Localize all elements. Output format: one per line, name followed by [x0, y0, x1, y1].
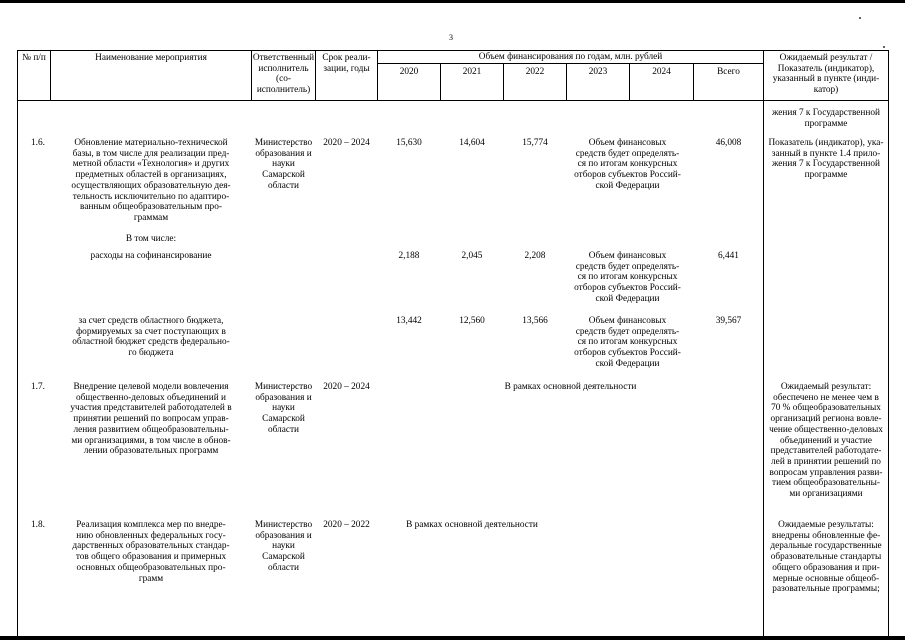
row-1-8-result: Ожидаемые результаты: внедрены обновленные фе- деральные государственные образовательные стандарты общего образования и при- мерные основные общеоб- разовательные программы;: [770, 520, 882, 595]
continuation-text: жения 7 к Государственной программе: [771, 108, 881, 129]
row-1-6-2021: 14,604: [459, 138, 485, 148]
header-executor: Ответственный исполнитель (со- исполнитель): [251, 50, 316, 101]
row-1-7-result: Ожидаемый результат: обеспечено не менее чем в 70 % общеобразовательных организаций региона вовле- чение общественно-деловых объединений и участие представителей работодате- лей в принятии решений по вопросам управления разви- тием общеобразовательны- ми организациями: [769, 382, 883, 500]
header-year-2023: 2023: [566, 63, 630, 101]
row-1-6-result: Показатель (индикатор), ука- занный в пункте 1.4 прило- жения 7 к Государственной программе: [768, 138, 884, 181]
row-1-8-name: Реализация комплекса мер по внедре- нию обновленных федеральных госу- дарственных образовательных стандар- тов общего образования и примерных основных общеобразовательных про- грамм: [72, 520, 230, 584]
cofinancing-2020: 2,188: [398, 251, 420, 261]
row-1-6-name: Обновление материально-технической базы, в том числе для реализации пред- метной области «Технология» и других предметных областей в организациях, осуществляющих образовательную дея- тельность исключительно по адаптиро- ванным общеобразовательным про- граммам: [71, 138, 231, 223]
header-funding: Объем финансирования по годам, млн. рублей: [377, 50, 764, 64]
row-1-8-term: 2020 – 2022: [323, 520, 370, 530]
row-1-6-2022: 15,774: [522, 138, 548, 148]
row-1-6-term: 2020 – 2024: [323, 138, 370, 148]
header-term: Срок реали- зации, годы: [315, 50, 378, 101]
scan-speck: [859, 17, 861, 19]
row-1-7-executor: Министерство образования и науки Самарской области: [254, 382, 313, 435]
row-1-8-funding: В рамках основной деятельности: [406, 520, 538, 530]
top-border: [0, 0, 905, 3]
header-year-2021: 2021: [440, 63, 504, 101]
regional-budget-2022: 13,566: [522, 316, 548, 326]
bottom-border: [0, 636, 905, 640]
regional-budget-2020: 13,442: [396, 316, 422, 326]
header-num: № п/п: [17, 50, 51, 101]
row-1-7-number: 1.7.: [31, 382, 45, 392]
row-1-8-executor: Министерство образования и науки Самарской области: [254, 520, 313, 573]
header-total: Всего: [693, 63, 764, 101]
including-label: В том числе:: [125, 234, 177, 244]
row-1-6-number: 1.6.: [31, 138, 45, 148]
header-year-2020: 2020: [377, 63, 441, 101]
regional-budget-total: 39,567: [715, 316, 742, 326]
page-number: 3: [449, 33, 453, 42]
regional-budget-2021: 12,560: [459, 316, 485, 326]
cofinancing-2021: 2,045: [461, 251, 483, 261]
cofinancing-total: 6,441: [718, 251, 739, 261]
row-1-6-2020: 15,630: [396, 138, 422, 148]
cofinancing-2022: 2,208: [524, 251, 546, 261]
row-1-7-term: 2020 – 2024: [323, 382, 370, 392]
cofinancing-name: расходы на софинансирование: [90, 251, 212, 261]
scan-speck: [883, 46, 885, 48]
regional-budget-name: за счет средств областного бюджета, формируемых за счет поступающих в областной бюджет средств федерально- го бюджета: [72, 316, 230, 359]
header-year-2024: 2024: [629, 63, 694, 101]
header-year-2022: 2022: [503, 63, 567, 101]
regional-budget-note: Объем финансовых средств будет определять- ся по итогам конкурсных отборов субъектов Россий- ской Федерации: [574, 316, 681, 369]
row-1-8-number: 1.8.: [31, 520, 45, 530]
row-1-6-executor: Министерство образования и науки Самарской области: [254, 138, 313, 191]
row-1-6-note: Объем финансовых средств будет определять- ся по итогам конкурсных отборов субъектов Россий- ской Федерации: [574, 138, 681, 191]
grid-line: [17, 100, 18, 636]
row-1-6-total: 46,008: [715, 138, 742, 148]
row-1-7-name: Внедрение целевой модели вовлечения общественно-деловых объединений и участия представителей работодателей в принятии решений по вопросам управ- ления развитием общеобразовательны- ми организациями, в том числе в обнов- лении образовательных программ: [70, 382, 232, 457]
cofinancing-note: Объем финансовых средств будет определять- ся по итогам конкурсных отборов субъектов Россий- ской Федерации: [574, 251, 681, 304]
header-name: Наименование мероприятия: [50, 50, 252, 101]
row-1-7-funding: В рамках основной деятельности: [504, 382, 637, 392]
header-result: Ожидаемый результат / Показатель (индикатор), указанный в пункте (инди- катор): [763, 50, 889, 101]
